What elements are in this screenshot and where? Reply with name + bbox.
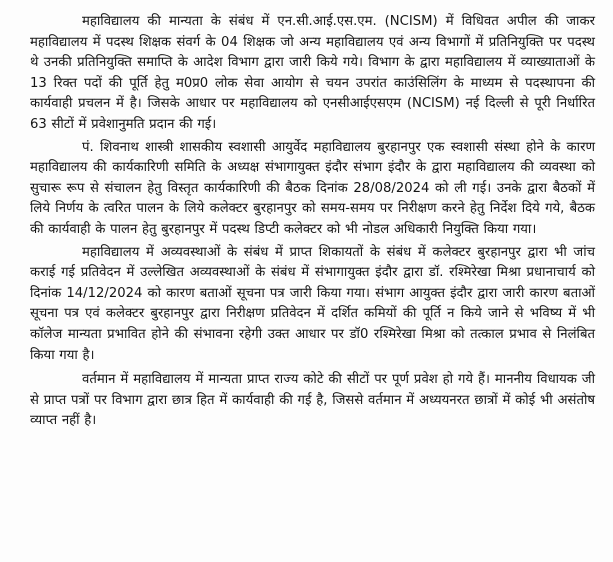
paragraph-current-admissions: वर्तमान में महाविद्यालय में मान्यता प्राप्त राज्य कोटे की सीटों पर पूर्ण प्रवेश हो गये हैं। माननीय विधायक जी से प्राप्त पत्रों पर विभाग द्वारा छात्र हित में कार्यवाही की गई है, जिससे वर्तमान में अध्ययनरत छात्रों में कोई भी असंतोष व्याप्त नहीं है। (30, 372, 595, 429)
paragraph-executive-committee: पं. शिवनाथ शास्त्री शासकीय स्वशासी आयुर्वेद महाविद्यालय बुरहानपुर एक स्वशासी संस्था होने के कारण महाविद्यालय की कार्यकारिणी समिति के अध्यक्ष संभागायुक्त इंदौर संभाग इंदौर के द्वारा महाविद्यालय की व्यवस्था को सुचारू रूप से संचालन हेतु विस्तृत कार्यकारिणी की बैठक दिनांक 28/08/2024 को ली गई। उनके द्वारा बैठकों में लिये निर्णय के त्वरित पालन के लिये कलेक्टर बुरहानपुर को समय-समय पर निरीक्षण करने हेतु निर्देश दिये गये, बैठक की कार्यवाही के पालन हेतु बुरहानपुर में पदस्थ डिप्टी कलेक्टर को भी नोडल अधिकारी नियुक्ति किया गया। (30, 139, 595, 237)
paragraph-ncism-appeal: महाविद्यालय की मान्यता के संबंध में एन.सी.आई.एस.एम. (NCISM) में विधिवत अपील की जाकर महाविद्यालय में पदस्थ शिक्षक संवर्ग के 04 शिक्षक जो अन्य महाविद्यालय एवं अन्य विभागों में प्रतिनियुक्ति पर पदस्थ थे उनकी प्रतिनियुक्ति समाप्ति के आदेश विभाग द्वारा जारी किये गये। विभाग के द्वारा महाविद्यालय में व्याख्याताओं के 13 रिक्त पदों की पूर्ति हेतु म0प्र0 लोक सेवा आयोग से चयन उपरांत काउंसिलिंग के माध्यम से पदस्थापना की कार्यवाही प्रचलन में है। जिसके आधार पर महाविद्यालय को एनसीआईएसएम (NCISM) नई दिल्ली से पूरी निर्धारित 63 सीटों में प्रवेशानुमति प्रदान की गई। (30, 14, 595, 132)
paragraph-complaints-suspension: महाविद्यालय में अव्यवस्थाओं के संबंध में प्राप्त शिकायतों के संबंध में कलेक्टर बुरहानपुर द्वारा भी जांच कराई गई प्रतिवेदन में उल्लेखित अव्यवस्थाओं के संबंध में संभागायुक्त इंदौर द्वारा डॉ. रश्मिरेखा मिश्रा प्रधानाचार्य को दिनांक 14/12/2024 को कारण बताओं सूचना पत्र जारी किया गया। संभाग आयुक्त इंदौर द्वारा जारी कारण बताओं सूचना पत्र एवं कलेक्टर बुरहानपुर द्वारा निरीक्षण प्रतिवेदन में दर्शित कमियों की पूर्ति न किये जाने से भविष्य में भी कॉलेज मान्यता प्रभावित होने की संभावना रहेगी उक्त आधार पर डॉ0 रश्मिरेखा मिश्रा को तत्काल प्रभाव से निलंबित किया गया है। (30, 244, 595, 363)
